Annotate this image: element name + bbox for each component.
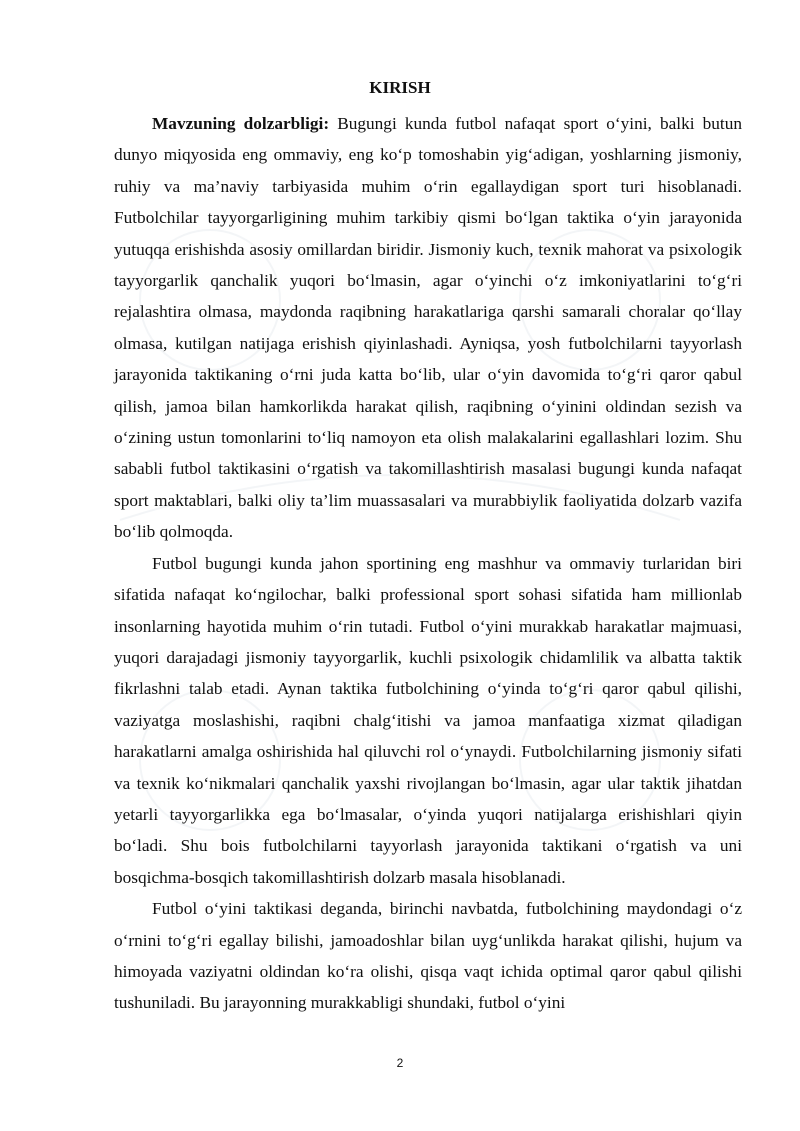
page-number: 2 xyxy=(396,1056,404,1070)
paragraph-1 xyxy=(114,108,742,548)
page-title: KIRISH xyxy=(369,78,431,97)
paragraph-1-text: Bugungi kunda futbol nafaqat sport o‘yini, balki butun dunyo miqyosida eng ommaviy, eng ko‘p tomoshabin yig‘adigan, yoshlarning jismoniy, ruhiy va ma’naviy tarbiyasida muhim o‘rin egallaydigan sport turi hisoblanadi. Futbolchilar tayyorgarligining muhim tarkibiy qismi bo‘lgan taktika o‘yin jarayonida yutuqqa erishishda asosiy omillardan biridir. Jismoniy kuch, texnik mahorat va psixologik tayyorgarlik qanchalik yuqori bo‘lmasin, agar o‘yinchi o‘z imkoniyatlarini to‘g‘ri rejalashtira olmasa, maydonda raqibning harakatlariga qarshi samarali choralar qo‘llay olmasa, kutilgan natijaga erishish qiyinlashadi. Ayniqsa, yosh futbolchilarni tayyorlash jarayonida taktikaning o‘rni juda katta bo‘lib, ular o‘yin davomida to‘g‘ri qaror qabul qilish, jamoa bilan hamkorlikda harakat qilish, raqibning o‘yinini oldindan sezish va o‘zining ustun tomonlarini to‘liq namoyon eta olish malakalarini egallashlari lozim. Shu sababli futbol taktikasini o‘rgatish va takomillashtirish masalasi bugungi kunda nafaqat sport maktablari, balki oliy ta’lim muassasalari va murabbiylik faoliyatida dolzarb vazifa bo‘lib qolmoqda. xyxy=(114,114,742,542)
paragraph-2: Futbol bugungi kunda jahon sportining eng mashhur va ommaviy turlaridan biri sifatida nafaqat ko‘ngilochar, balki professional sport sohasi sifatida ham millionlab insonlarning hayotida muhim o‘rin tutadi. Futbol o‘yini murakkab harakatlar majmuasi, yuqori darajadagi jismoniy tayyorgarlik, kuchli psixologik chidamlilik va albatta taktik fikrlashni talab etadi. Aynan taktika futbolchining o‘yinda to‘g‘ri qaror qabul qilishi, vaziyatga moslashishi, raqibni chalg‘itishi va jamoa manfaatiga xizmat qiladigan harakatlarni amalga oshirishida hal qiluvchi rol o‘ynaydi. Futbolchilarning jismoniy sifati va texnik ko‘nikmalari qanchalik yaxshi rivojlangan bo‘lmasin, agar ular taktik jihatdan yetarli tayyorgarlikka ega bo‘lmasalar, o‘yinda yuqori natijalarga erishishlari qiyin bo‘ladi. Shu bois futbolchilarni tayyorlash jarayonida taktikani o‘rgatish va uni bosqichma-bosqich takomillashtirish dolzarb masala hisoblanadi. xyxy=(114,553,742,887)
paragraph-3: Futbol o‘yini taktikasi deganda, birinchi navbatda, futbolchining maydondagi o‘z o‘rnini to‘g‘ri egallay bilishi, jamoadoshlar bilan uyg‘unlikda harakat qilishi, hujum va himoyada vaziyatni oldindan ko‘ra olishi, qisqa vaqt ichida optimal qaror qabul qilishi tushuniladi. Bu jarayonning murakkabligi shundaki, futbol o‘yini xyxy=(114,899,742,1013)
paragraph-lead: Mavzuning dolzarbligi: xyxy=(152,114,330,133)
document-body xyxy=(114,108,742,1019)
